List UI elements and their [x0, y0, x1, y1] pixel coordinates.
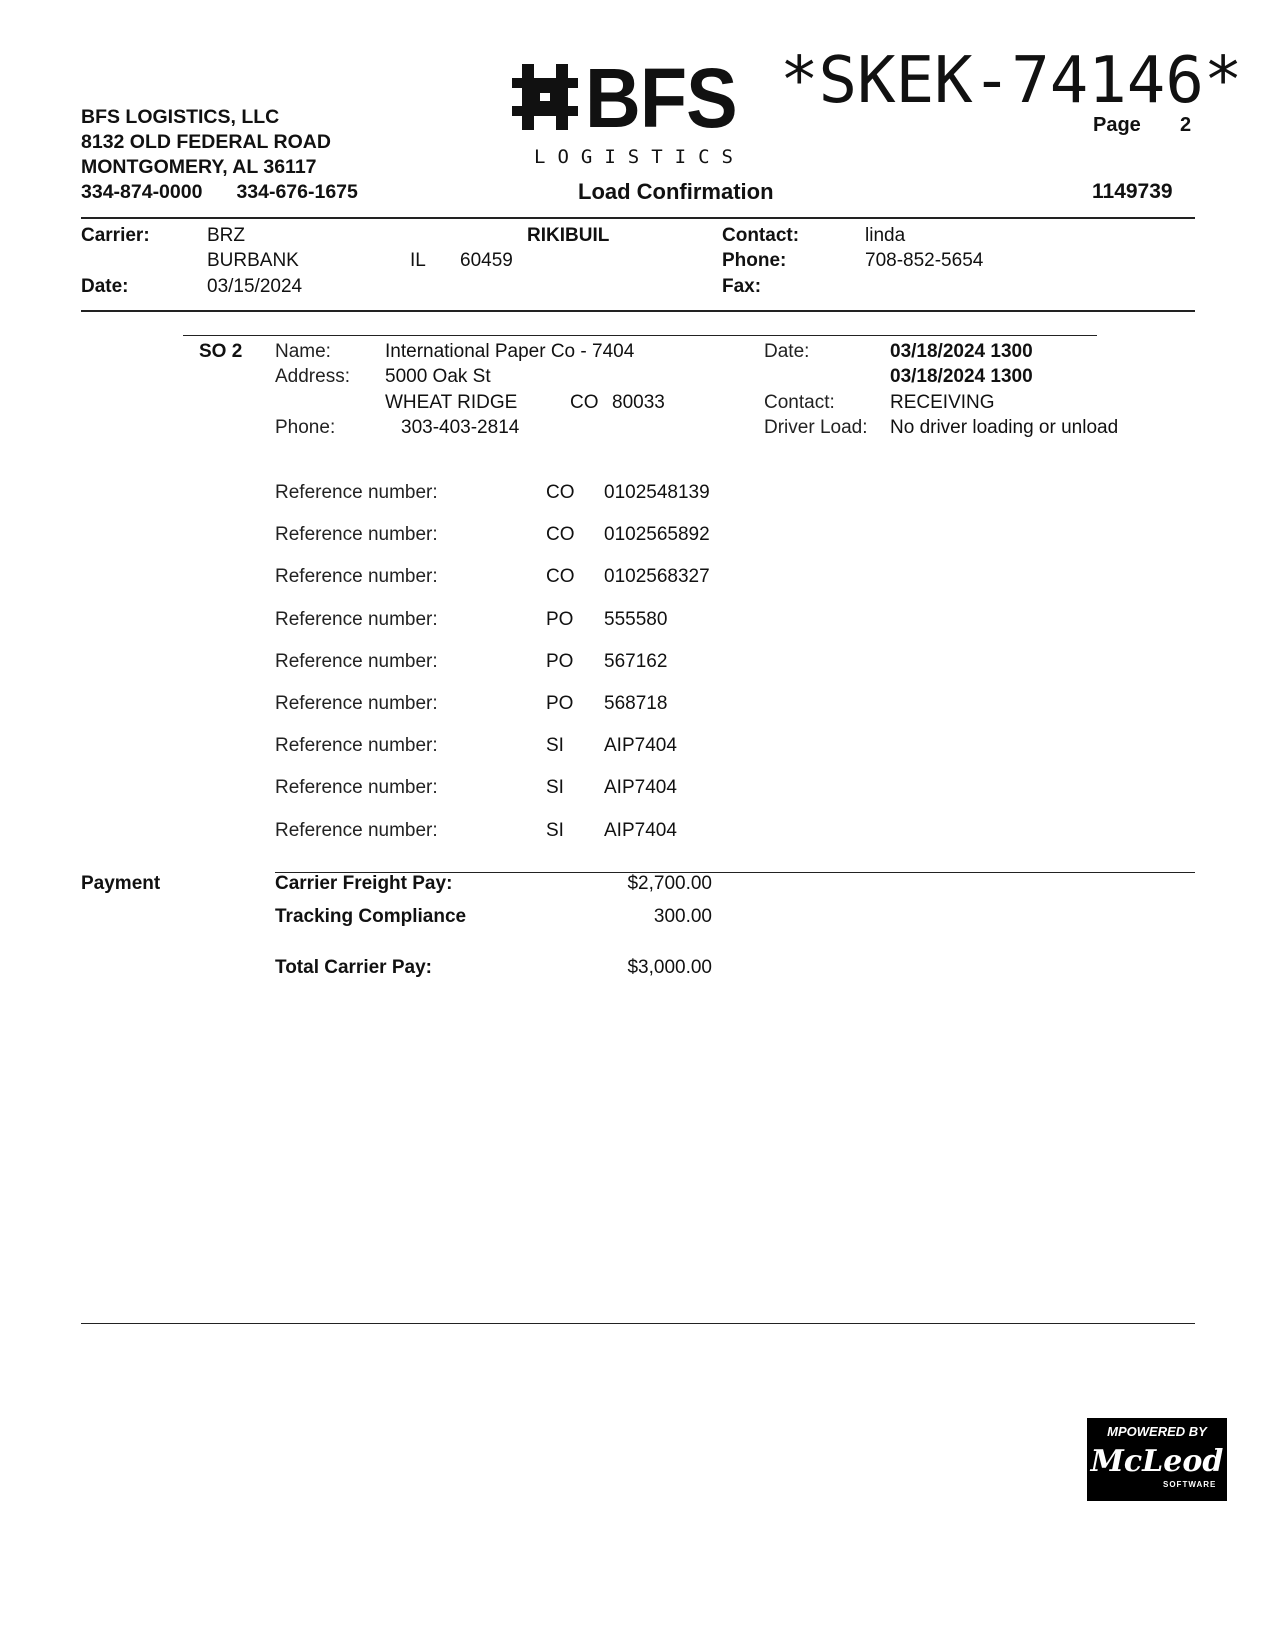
reference-label: Reference number:	[275, 524, 438, 545]
reference-type: CO	[546, 566, 575, 587]
reference-type: SI	[546, 777, 564, 798]
stop-address: 5000 Oak St	[385, 366, 491, 387]
reference-label: Reference number:	[275, 609, 438, 630]
carrier-zip: 60459	[460, 250, 513, 271]
carrier-code: BRZ	[207, 225, 245, 246]
reference-value: AIP7404	[604, 820, 677, 841]
tracking-compliance-amount: 300.00	[653, 906, 712, 927]
reference-label: Reference number:	[275, 482, 438, 503]
company-phone-1: 334-874-0000	[81, 181, 203, 203]
freight-pay-amount: $2,700.00	[627, 873, 712, 894]
reference-type: PO	[546, 609, 574, 630]
total-carrier-pay-amount: $3,000.00	[627, 957, 712, 978]
confirmation-date: 03/15/2024	[207, 276, 303, 297]
logo-subtitle: LOGISTICS	[534, 146, 745, 168]
page-label: Page	[1093, 114, 1141, 136]
company-block	[81, 105, 358, 205]
freight-pay-label: Carrier Freight Pay:	[275, 873, 453, 894]
reference-value: 567162	[604, 651, 668, 672]
page-number: 2	[1180, 114, 1192, 136]
driver-load-label: Driver Load:	[764, 417, 868, 438]
carrier-divider	[81, 310, 1195, 312]
tracking-compliance-label: Tracking Compliance	[275, 906, 467, 927]
reference-value: AIP7404	[604, 777, 677, 798]
phone-label: Phone:	[722, 250, 787, 271]
carrier-phone: 708-852-5654	[865, 250, 984, 271]
stop-zip: 80033	[612, 392, 665, 413]
reference-type: CO	[546, 482, 575, 503]
payment-label: Payment	[81, 873, 161, 894]
stop-name-label: Name:	[275, 341, 331, 362]
reference-value: AIP7404	[604, 735, 677, 756]
header-divider	[81, 217, 1195, 219]
mcleod-logo	[1087, 1418, 1227, 1501]
total-carrier-pay-label: Total Carrier Pay:	[275, 957, 432, 978]
company-address-line2: MONTGOMERY, AL 36117	[81, 156, 317, 178]
stop-state: CO	[570, 392, 599, 413]
company-phones	[81, 180, 358, 205]
reference-label: Reference number:	[275, 693, 438, 714]
reference-label: Reference number:	[275, 566, 438, 587]
reference-label: Reference number:	[275, 820, 438, 841]
reference-label: Reference number:	[275, 777, 438, 798]
customer-code: RIKIBUIL	[527, 225, 610, 246]
logo-wordmark: BFS	[585, 51, 737, 145]
footer-divider	[81, 1323, 1195, 1324]
stop-contact: RECEIVING	[890, 392, 995, 413]
stop-name: International Paper Co - 7404	[385, 341, 635, 362]
stop-id: SO 2	[199, 341, 243, 362]
reference-label: Reference number:	[275, 651, 438, 672]
reference-label: Reference number:	[275, 735, 438, 756]
reference-value: 0102568327	[604, 566, 710, 587]
reference-type: PO	[546, 693, 574, 714]
carrier-contact: linda	[865, 225, 906, 246]
reference-type: SI	[546, 820, 564, 841]
reference-value: 0102548139	[604, 482, 710, 503]
company-phone-2: 334-676-1675	[236, 181, 358, 203]
load-number: 1149739	[1092, 180, 1173, 203]
reference-value: 0102565892	[604, 524, 710, 545]
mcleod-logo-wordmark: McLeod	[1090, 1444, 1224, 1479]
carrier-state: IL	[410, 250, 426, 271]
stop-contact-label: Contact:	[764, 392, 835, 413]
reference-type: PO	[546, 651, 574, 672]
stop-city: WHEAT RIDGE	[385, 392, 518, 413]
stop-date-early: 03/18/2024 1300	[890, 341, 1033, 362]
bfs-logo-mark-icon	[512, 64, 578, 130]
reference-value: 555580	[604, 609, 668, 630]
stop-address-label: Address:	[275, 366, 350, 387]
company-name: BFS LOGISTICS, LLC	[81, 106, 280, 128]
driver-load: No driver loading or unload	[890, 417, 1119, 438]
carrier-city: BURBANK	[207, 250, 299, 271]
company-address-line1: 8132 OLD FEDERAL ROAD	[81, 131, 331, 153]
reference-type: SI	[546, 735, 564, 756]
reference-value: 568718	[604, 693, 668, 714]
reference-type: CO	[546, 524, 575, 545]
stop-date-late: 03/18/2024 1300	[890, 366, 1033, 387]
fax-label: Fax:	[722, 276, 762, 297]
stop-divider	[183, 335, 1097, 336]
contact-label: Contact:	[722, 225, 800, 246]
stop-phone: 303-403-2814	[401, 417, 520, 438]
stop-date-label: Date:	[764, 341, 810, 362]
carrier-label: Carrier:	[81, 225, 150, 246]
date-label: Date:	[81, 276, 129, 297]
barcode-text: *SKEK-74146*	[780, 44, 1243, 118]
mcleod-logo-line1: MPOWERED BY	[1107, 1424, 1207, 1439]
mcleod-logo-line3: SOFTWARE	[1163, 1480, 1217, 1489]
stop-phone-label: Phone:	[275, 417, 336, 438]
document-title: Load Confirmation	[578, 179, 774, 204]
